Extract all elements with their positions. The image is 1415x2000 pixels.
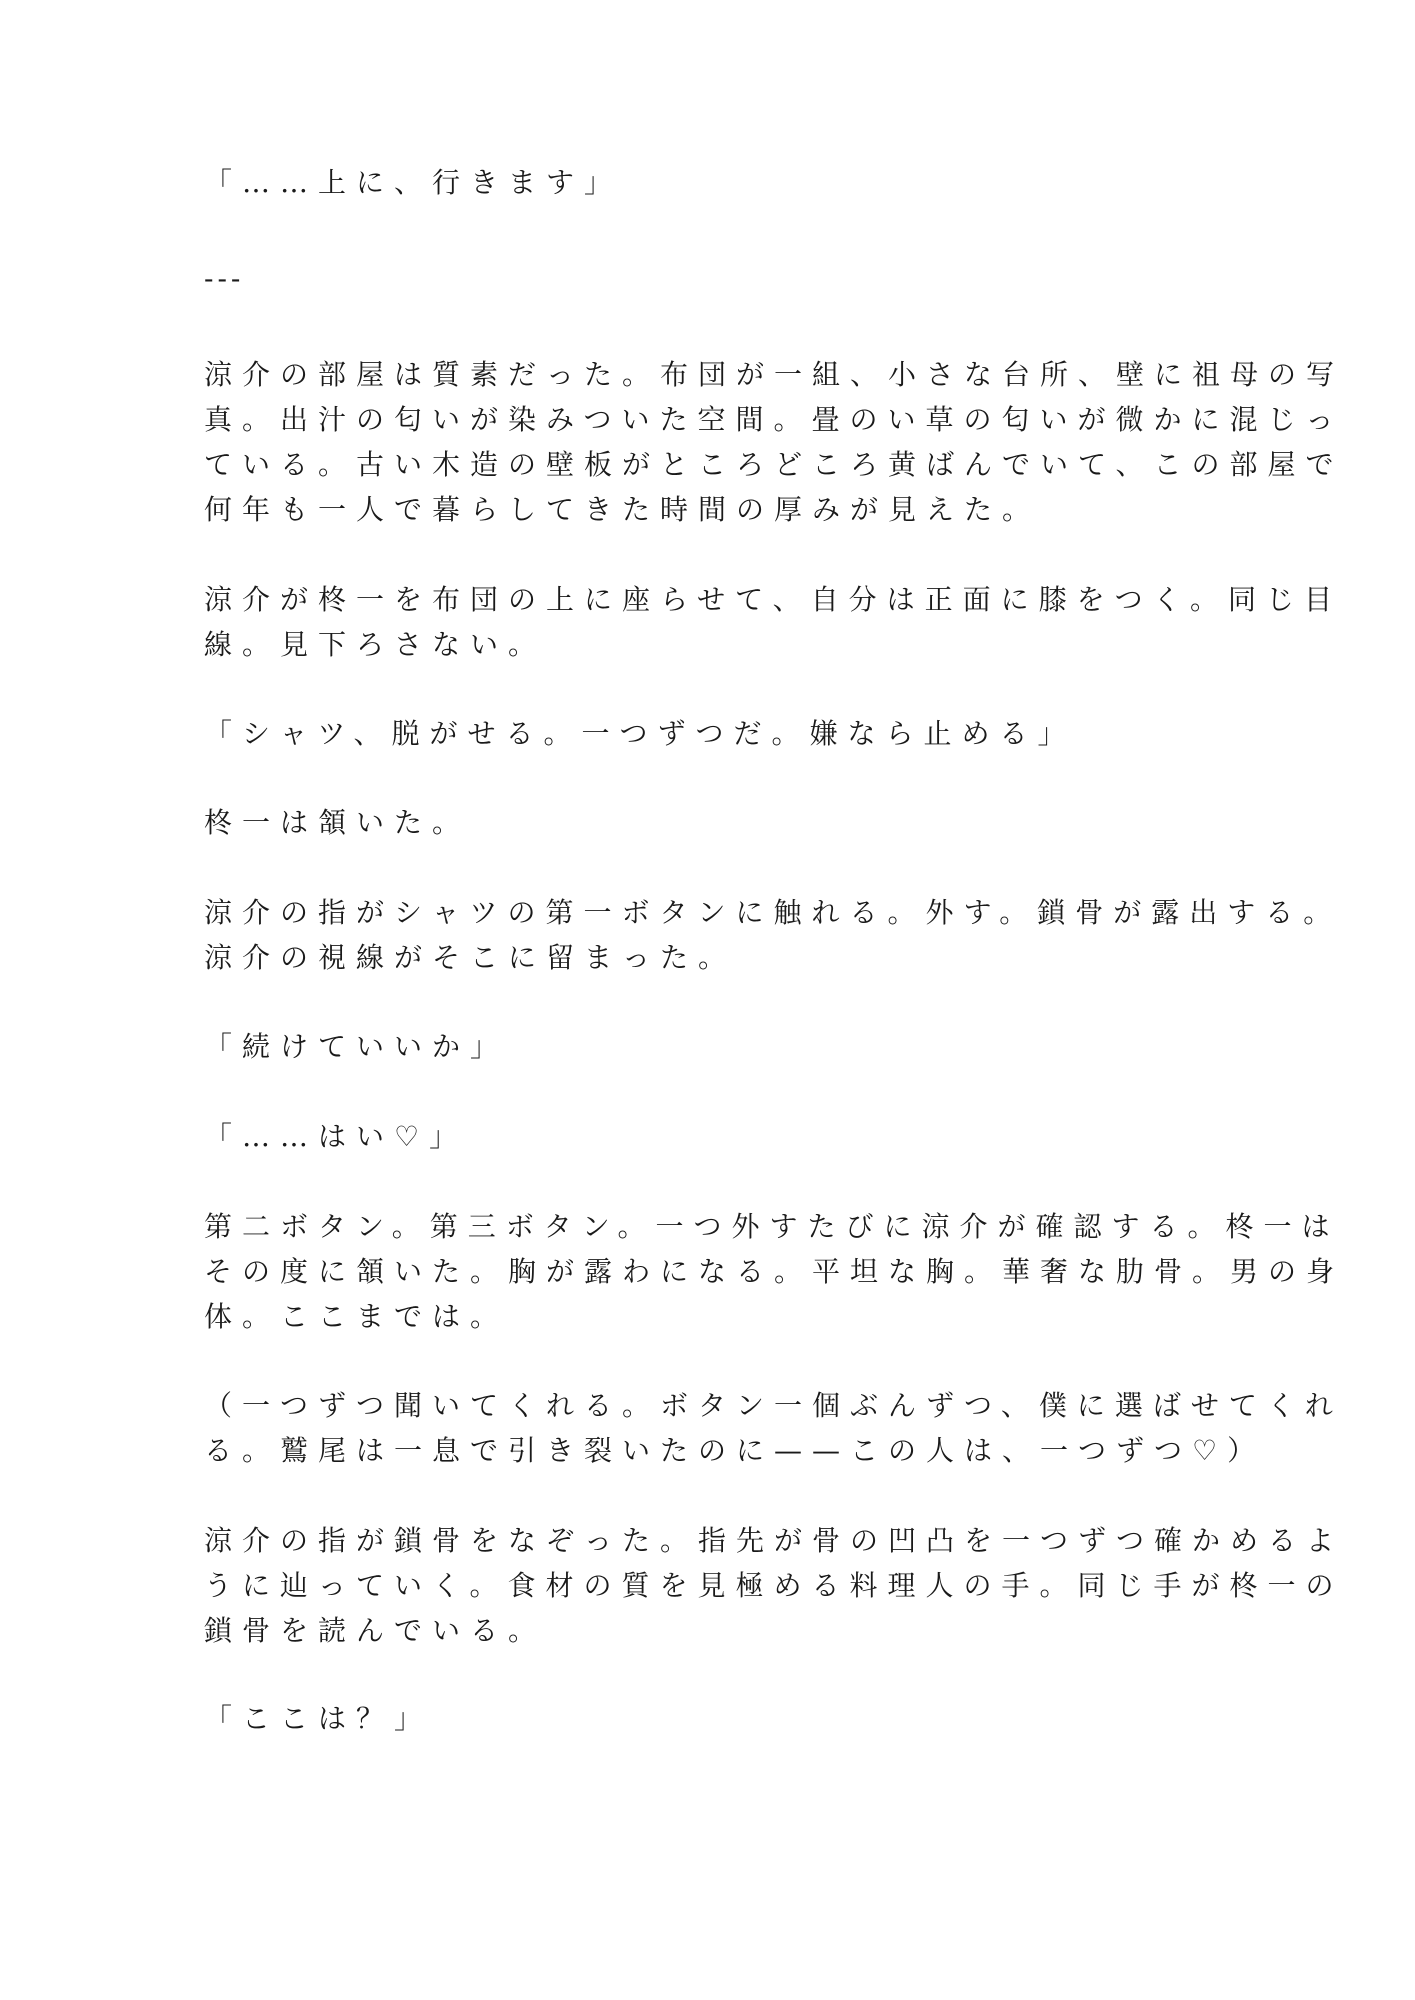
text-line: 鎖骨を読んでいる。 xyxy=(204,1614,547,1647)
text-line: 涼介の視線がそこに留まった。 xyxy=(204,941,737,974)
paragraph xyxy=(204,1204,1345,1339)
text-line: 「……はい♡」 xyxy=(204,1120,468,1153)
paragraph xyxy=(204,352,1345,532)
text-line: 第二ボタン。第三ボタン。一つ外すたびに涼介が確認する。柊一は xyxy=(204,1210,1340,1243)
text-line: 体。ここまでは。 xyxy=(204,1300,509,1333)
text-line: 「シャツ、脱がせる。一つずつだ。嫌なら止める」 xyxy=(204,717,1076,750)
dialogue-line xyxy=(204,1024,1204,1069)
text-line: ている。古い木造の壁板がところどころ黄ばんでいて、この部屋で xyxy=(204,448,1344,481)
text-line: 真。出汁の匂いが染みついた空間。畳のい草の匂いが微かに混じっ xyxy=(204,403,1344,436)
paragraph xyxy=(204,890,1342,980)
text-line: 涼介の部屋は質素だった。布団が一組、小さな台所、壁に祖母の写 xyxy=(204,358,1345,391)
text-line: 柊一は頷いた。 xyxy=(204,806,471,839)
dialogue-line xyxy=(204,711,1204,756)
text-line: 涼介が柊一を布団の上に座らせて、自分は正面に膝をつく。同じ目 xyxy=(204,583,1343,616)
text-line: その度に頷いた。胸が露わになる。平坦な胸。華奢な肋骨。男の身 xyxy=(204,1255,1345,1288)
text-line: --- xyxy=(204,262,245,295)
text-line: 「ここは？」 xyxy=(204,1702,433,1735)
paragraph xyxy=(204,160,1204,205)
dialogue-line xyxy=(204,1114,1204,1159)
text-line: る。鷲尾は一息で引き裂いたのに——この人は、一つずつ♡） xyxy=(204,1434,1266,1467)
paragraph xyxy=(204,577,1343,667)
text-line: 涼介の指が鎖骨をなぞった。指先が骨の凹凸を一つずつ確かめるよ xyxy=(204,1524,1345,1557)
inner-monologue xyxy=(204,1383,1343,1473)
text-line: 何年も一人で暮らしてきた時間の厚みが見えた。 xyxy=(204,493,1041,526)
paragraph xyxy=(204,800,1204,845)
dialogue-line xyxy=(204,1696,1204,1741)
text-line: 涼介の指がシャツの第一ボタンに触れる。外す。鎖骨が露出する。 xyxy=(204,896,1342,929)
text-line: うに辿っていく。食材の質を見極める料理人の手。同じ手が柊一の xyxy=(204,1569,1344,1602)
paragraph xyxy=(204,1518,1345,1653)
text-line: （一つずつ聞いてくれる。ボタン一個ぶんずつ、僕に選ばせてくれ xyxy=(204,1389,1343,1422)
text-line: 線。見下ろさない。 xyxy=(204,628,547,661)
scene-break xyxy=(204,256,1204,301)
text-line: 「続けていいか」 xyxy=(204,1030,509,1063)
text-line: 「……上に、行きます」 xyxy=(204,166,623,199)
